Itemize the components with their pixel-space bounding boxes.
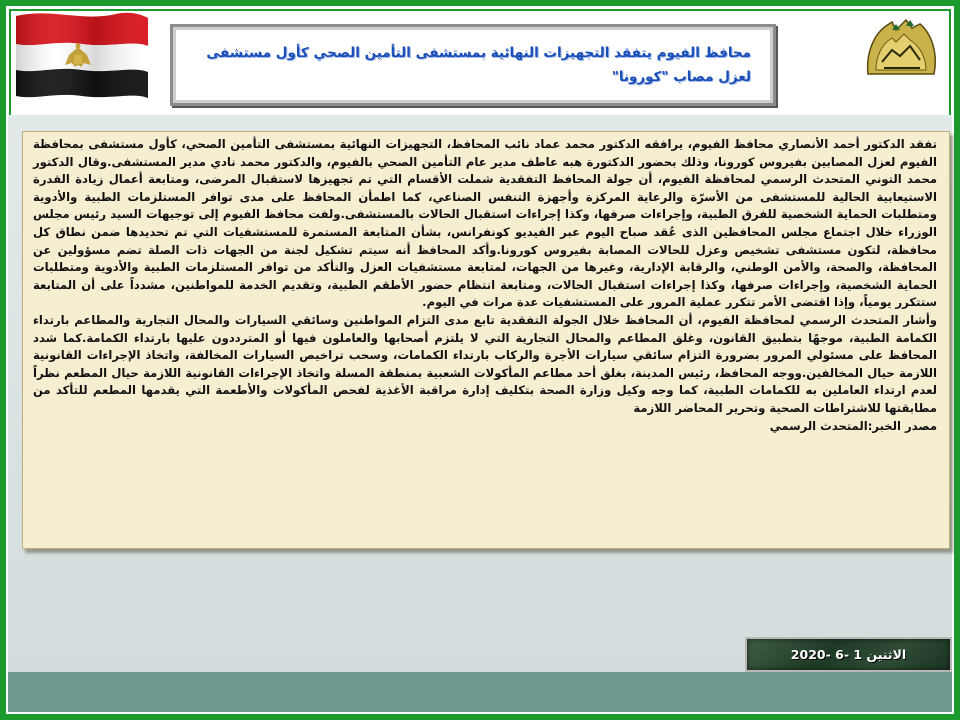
article-paragraph: وأشار المتحدث الرسمي لمحافظة الفيوم، أن المحافظ خلال الجولة التفقدية تابع مدى التزام المواطنين وسائقي السيارات والمحال التجارية والمطاعم بارتداء الكمامة الطبية، موجهًا بتطبيق القانون، وغلق المطاعم والمحال التجارية التي لا يلتزم أصحابها والعاملون فيها أو المترددون عليها بارتداء الكمامة.كما شدد المحافظ على مسئولي المرور بضرورة التزام سائقي سيارات الأجرة والركاب بارتداء الكمامات، وسحب تراخيص السيارات المخالفة، واتخاذ الإجراءات القانونية اللازمة حيال المخالفين.ووجه المحافظ، رئيس المدينة، بغلق أحد مطاعم المأكولات الشعبية بمنطقة المسلة واتخاذ الإجراءات القانونية اللازمة حيال المطعم نظراً لعدم ارتداء العاملين به للكمامات الطبية، كما وجه وكيل وزارة الصحة بتكليف إدارة مراقبة الأغذية لفحص المأكولات والأطعمة التي يقدمها المطعم للتأكد من مطابقتها للاشتراطات الصحية وتحرير المحاضر اللازمة — [33, 312, 937, 415]
date-text: الاثنين 1 -6 -2020 — [790, 647, 907, 662]
footer-strip — [8, 672, 952, 712]
fayoum-governorate-logo — [862, 16, 942, 80]
title-box — [170, 24, 776, 106]
article-paragraph: تفقد الدكتور أحمد الأنصاري محافظ الفيوم، يرافقه الدكتور محمد عماد نائب المحافظ، التجهيزات النهائية بمستشفى التأمين الصحي، كأول مستشفى بمحافظة الفيوم لعزل المصابين بفيروس كورونا، وذلك بحضور الدكتورة هبه عاطف مدير عام التأمين الصحي بالفيوم، والدكتور محمد نادي مدير المستشفى.وقال الدكتور محمد التوني المتحدث الرسمي لمحافظة الفيوم، أن جولة المحافظ التفقدية شملت الأقسام التي تم تجهيزها لاستقبال المرضى، ومتابعة أعمال زيادة القدرة الاستيعابية الحالية للمستشفى من الأسرّة والرعاية المركزة وأجهزة التنفس الصناعي، كما اطمأن المحافظ على مدى توافر المستلزمات الطبية والأدوية ومتطلبات الحماية الشخصية للفرق الطبية، وإجراءات صرفها، وكذا إجراءات استقبال الحالات بالمستشفى.ولفت محافظ الفيوم إلى توجيهات السيد رئيس مجلس الوزراء خلال اجتماع مجلس المحافظين الذى عُقد صباح اليوم عبر الفيديو كونفرانس، بشأن المتابعة المستمرة للمستشفيات التي تم تحديدها ضمن نطاق كل محافظة، لتكون مستشفى تشخيص وعزل للحالات المصابة بفيروس كورونا.وأكد المحافظ أنه سيتم تشكيل لجنة من الجهات ذات الصلة تضم مسؤولين عن المحافظة، والصحة، والأمن الوطني، والرقابة الإدارية، وغيرها من الجهات، لمتابعة مستشفيات العزل والتأكد من توافر المستلزمات الطبية والأدوية ومتطلبات الحماية الشخصية، وإجراءات صرفها، وكذا إجراءات استقبال الحالات، ومتابعة انتظام حضور الأطقم الطبية، وتقديم الخدمة للمواطنين، مشدداً على أن المتابعة ستتكرر يومياً، وإذا اقتضى الأمر تتكرر عملية المرور على المستشفيات عدة مرات في اليوم. — [33, 137, 937, 310]
article-source: مصدر الخبر:المتحدث الرسمي — [769, 418, 937, 433]
date-bar — [745, 637, 952, 672]
egypt-flag-icon — [12, 8, 152, 100]
article-body — [22, 131, 950, 549]
page-title: محافظ الفيوم يتفقد التجهيزات النهائية بمستشفى التأمين الصحي كأول مستشفى لعزل مصاب "كورونا" — [206, 45, 751, 85]
